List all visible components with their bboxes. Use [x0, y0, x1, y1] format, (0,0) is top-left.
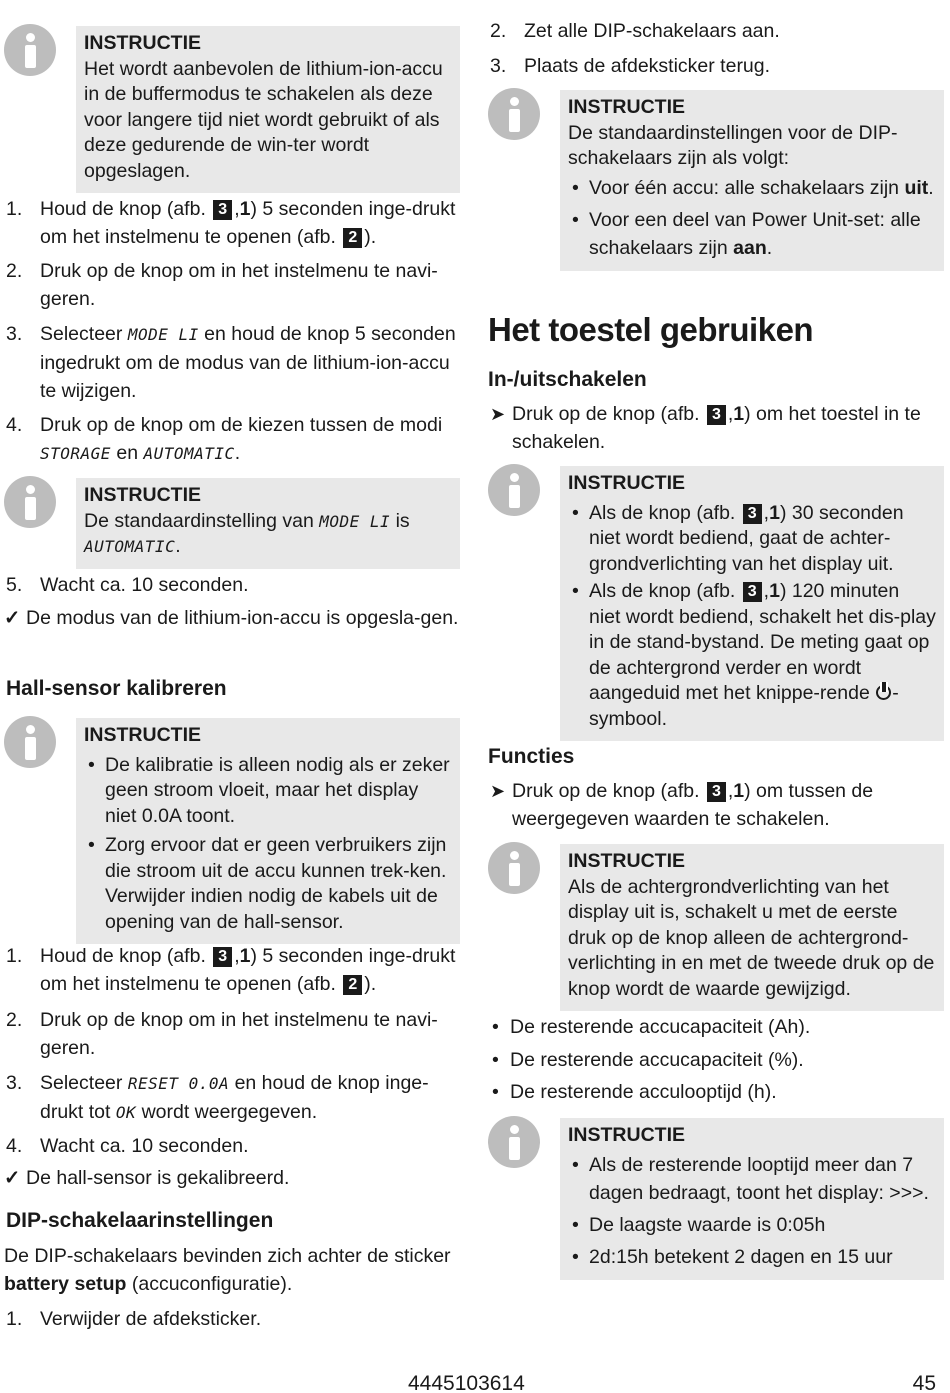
arrow-icon: ➤	[490, 781, 506, 801]
display-text-automatic: AUTOMATIC	[143, 444, 235, 463]
result-hall-calibrated: ✓ De hall-sensor is gekalibreerd.	[4, 1164, 462, 1192]
figure-ref-3: 3	[213, 947, 232, 967]
step-replace-sticker: 3. Plaats de afdeksticker terug.	[490, 55, 771, 77]
note-text: Het wordt aanbevolen de lithium-ion-accu in de buffermodus te schakelen als deze voor langere tijd niet wordt gebruikt of als deze gedurende de win-ter wordt opgeslagen.	[84, 57, 443, 182]
step-choose-mode: 4. Druk op de knop om de kiezen tussen de modi STORAGE en AUTOMATIC.	[6, 414, 443, 464]
step-select-reset: 3. Selecteer RESET 0.0A en houd de knop inge-drukt tot OK wordt weergegeven.	[6, 1072, 429, 1123]
step-wait-hall: 4. Wacht ca. 10 seconden.	[6, 1135, 249, 1157]
step-navigate: 2. Druk op de knop om in het instelmenu te navi-geren.	[6, 260, 438, 310]
list-item: • De kalibratie is alleen nodig als er zeker geen stroom vloeit, maar het display niet 0.0A toont.	[84, 753, 452, 830]
list-item: • Voor een deel van Power Unit-set: alle schakelaars zijn aan.	[568, 206, 936, 262]
figure-ref-3: 3	[213, 200, 232, 220]
instruction-note-backlight: INSTRUCTIE Als de achtergrondverlichting van het display uit is, schakelt u met de eerste druk op de knop alleen de achtergrond-verlichting in en met de tweede druk op de knop wordt de waarde gewijzigd.	[560, 844, 944, 1011]
figure-ref-2: 2	[343, 975, 362, 995]
display-text-reset: RESET 0.0A	[127, 1074, 230, 1093]
figure-ref-3: 3	[707, 405, 726, 425]
info-icon	[488, 842, 540, 894]
list-item: • Als de knop (afb. 3 ,1) 120 minuten niet wordt bediend, schakelt het dis-play in de stand-bystand. De meting gaat op de achtergrond verder en wordt aangeduid met het knippe-rende -symbool.	[568, 579, 936, 732]
instruction-note-calibration: INSTRUCTIE • De kalibratie is alleen nodig als er zeker geen stroom vloeit, maar het display niet 0.0A toont. • Zorg ervoor dat er geen verbruikers zijn die stroom uit de accu kunnen trek-ken. Verwijder indien nodig de kabels uit de opening van de hall-sensor.	[76, 718, 460, 944]
figure-ref-3: 3	[743, 504, 762, 524]
list-item: • Als de resterende looptijd meer dan 7 dagen bedraagt, toont het display: >>>.	[568, 1151, 936, 1207]
page-number: 45	[912, 1372, 936, 1393]
info-icon	[488, 88, 540, 140]
figure-ref-3: 3	[707, 782, 726, 802]
document-code: 4445103614	[408, 1372, 525, 1393]
list-item: • De laagste waarde is 0:05h	[568, 1211, 936, 1239]
list-item: • De resterende accucapaciteit (%).	[492, 1049, 804, 1071]
heading-on-off: In-/uitschakelen	[488, 368, 647, 391]
info-icon	[488, 1116, 540, 1168]
display-text-ok: OK	[115, 1103, 137, 1122]
step-open-menu-hall: 1. Houd de knop (afb. 3 ,1) 5 seconden inge-drukt om het instelmenu te openen (afb. 2 ).	[6, 945, 456, 995]
display-text-storage: STORAGE	[40, 444, 111, 463]
info-icon	[4, 24, 56, 76]
instruction-note-standby: INSTRUCTIE • Als de knop (afb. 3 ,1) 30 seconden niet wordt bediend, gaat de achter-grondverlichting van het display uit. • Als de knop (afb. 3 ,1) 120 minuten niet wordt bediend, schakelt het dis-play in de stand-bystand. De meting gaat op de achtergrond verder en wordt aangeduid met het knippe-rende -symbool.	[560, 466, 944, 741]
list-item: • Zorg ervoor dat er geen verbruikers zijn die stroom uit de accu kunnen trek-ken. Verwijder indien nodig de kabels uit de opening van de hall-sensor.	[84, 833, 452, 935]
list-item: • 2d:15h betekent 2 dagen en 15 uur	[568, 1243, 936, 1271]
dip-paragraph: De DIP-schakelaars bevinden zich achter de sticker battery setup (accuconfiguratie).	[4, 1245, 451, 1295]
instruction-note-dip-defaults: INSTRUCTIE De standaardinstellingen voor de DIP-schakelaars zijn als volgt: • Voor één accu: alle schakelaars zijn uit. • Voor een deel van Power Unit-set: alle schakelaars zijn aan.	[560, 90, 944, 271]
figure-ref-3: 3	[743, 582, 762, 602]
heading-dip-switches: DIP-schakelaarinstellingen	[6, 1209, 274, 1232]
instruction-switch-on: ➤ Druk op de knop (afb. 3 ,1) om het toestel in te schakelen.	[490, 400, 946, 456]
step-wait: 5. Wacht ca. 10 seconden.	[6, 574, 249, 596]
instruction-note-buffer	[76, 26, 460, 193]
figure-ref-2: 2	[343, 228, 362, 248]
note-list	[568, 174, 936, 262]
list-item: • De resterende accucapaciteit (Ah).	[492, 1016, 811, 1038]
result-mode-saved: ✓ De modus van de lithium-ion-accu is opgesla-gen.	[4, 604, 462, 632]
step-remove-sticker: 1. Verwijder de afdeksticker.	[6, 1308, 262, 1330]
arrow-icon: ➤	[490, 404, 506, 424]
step-select-mode: 3. Selecteer MODE LI en houd de knop 5 seconden ingedrukt om de modus van de lithium-ion-accu te wijzigen.	[6, 323, 456, 402]
info-icon	[4, 476, 56, 528]
instruction-toggle-values: ➤ Druk op de knop (afb. 3 ,1) om tussen de weergegeven waarden te schakelen.	[490, 777, 946, 833]
step-open-menu: 1. Houd de knop (afb. 3 ,1) 5 seconden inge-drukt om het instelmenu te openen (afb. 2 ).	[6, 198, 456, 248]
instruction-note-runtime: INSTRUCTIE • Als de resterende looptijd meer dan 7 dagen bedraagt, toont het display: >>>. • De laagste waarde is 0:05h • 2d:15h betekent 2 dagen en 15 uur	[560, 1118, 944, 1280]
info-icon	[4, 716, 56, 768]
step-switches-on: 2. Zet alle DIP-schakelaars aan.	[490, 20, 780, 42]
note-list	[568, 501, 936, 733]
heading-hall-sensor: Hall-sensor kalibreren	[6, 677, 227, 700]
step-navigate-hall: 2. Druk op de knop om in het instelmenu te navi-geren.	[6, 1009, 438, 1059]
checkmark-icon: ✓	[4, 607, 21, 629]
instruction-note-default-mode: INSTRUCTIE De standaardinstelling van MODE LI is AUTOMATIC.	[76, 478, 460, 569]
note-list	[84, 753, 452, 936]
list-item: • Als de knop (afb. 3 ,1) 30 seconden niet wordt bediend, gaat de achter-grondverlichting van het display uit.	[568, 501, 936, 578]
power-icon	[876, 685, 891, 700]
section-title: Het toestel gebruiken	[488, 311, 814, 348]
info-icon	[488, 464, 540, 516]
list-item: • Voor één accu: alle schakelaars zijn uit.	[568, 174, 936, 202]
heading-functions: Functies	[488, 745, 575, 768]
display-text-mode-li: MODE LI	[127, 325, 199, 344]
list-item: • De resterende acculooptijd (h).	[492, 1081, 777, 1103]
note-list	[568, 1151, 936, 1271]
note-title: INSTRUCTIE	[84, 32, 201, 54]
checkmark-icon: ✓	[4, 1167, 21, 1189]
